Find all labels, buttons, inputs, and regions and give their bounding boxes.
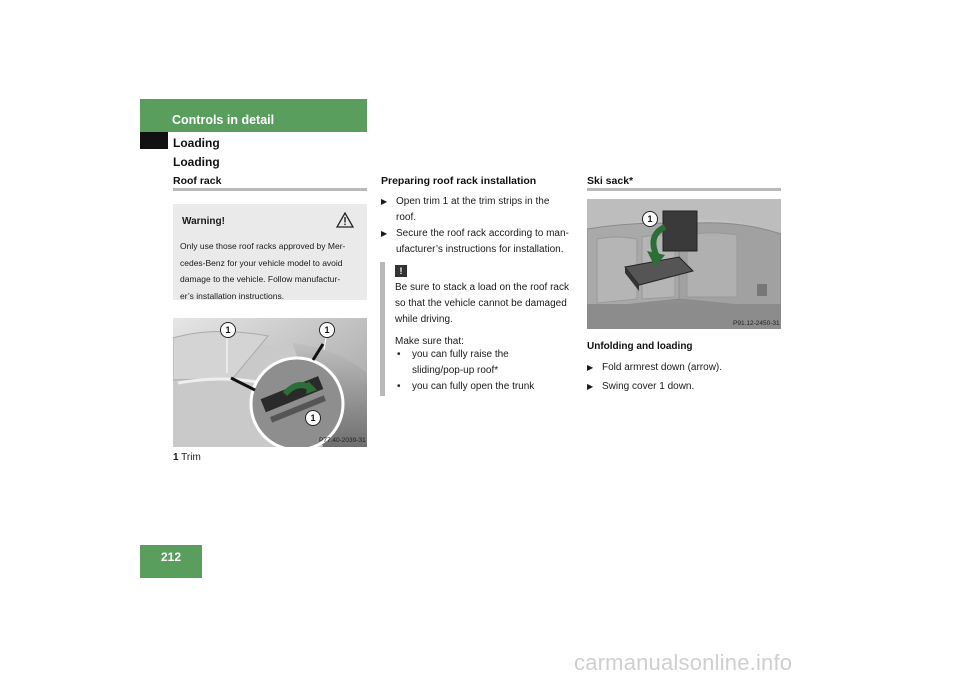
warning-title: Warning! [182,216,225,227]
page-number: 212 [160,550,182,564]
bullet-line: sliding/pop-up roof* [412,365,499,376]
subsection-title: Loading [173,136,220,150]
bullet-line: you can fully open the trunk [412,381,535,392]
note-text [395,280,580,350]
warning-triangle-icon [336,212,354,233]
warning-line: damage to the vehicle. Follow manufactur- [180,274,341,284]
callout-1-inset: 1 [305,410,321,426]
heading-rule [587,188,781,191]
roof-rack-heading: Roof rack [173,175,222,187]
arrow-bullet-icon: ▶ [587,382,594,391]
note-bar [380,262,385,396]
exclamation-icon: ! [395,265,407,277]
ski-sack-photo [587,199,781,329]
arrow-bullet-icon: ▶ [587,363,594,372]
note-line: so that the vehicle cannot be damaged [395,298,567,309]
warning-line: cedes-Benz for your vehicle model to avoid [180,257,343,268]
section-tab-marker [140,132,168,149]
callout-1-cover: 1 [642,211,658,227]
unfolding-heading: Unfolding and loading [587,341,693,352]
warning-line: Only use those roof racks approved by Mer- [180,241,346,251]
ski-sack-heading: Ski sack* [587,175,634,187]
callout-1-right: 1 [319,322,335,338]
note-line: while driving. [395,314,453,325]
preparing-heading: Preparing roof rack installation [381,175,537,187]
roof-trim-photo [173,318,367,447]
image-code: P77.40-2039-31 [319,437,366,444]
bullet-line: you can fully raise the [412,349,509,360]
bullet-dot: • [397,349,401,360]
legend-number: 1 [173,452,179,463]
legend [173,450,201,466]
make-sure-text: Make sure that: [395,336,464,347]
bullet-dot: • [397,381,401,392]
heading-rule [173,188,367,191]
image-code: P91.12-2450-31 [733,320,780,327]
warning-line: er’s installation instructions. [180,290,285,301]
step-line: roof. [396,212,417,223]
callout-1-left: 1 [220,322,236,338]
arrow-bullet-icon: ▶ [381,229,388,238]
step-line: Open trim 1 at the trim strips in the [396,196,550,207]
arrow-bullet-icon: ▶ [381,197,388,206]
step-text: Fold armrest down (arrow). [602,362,723,373]
step-line: Secure the roof rack according to man- [396,228,569,239]
step-line: ufacturer’s instructions for installation. [396,244,564,255]
warning-text [180,238,362,304]
step-text: Swing cover 1 down. [602,381,695,392]
note-line: Be sure to stack a load on the roof rack [395,282,569,293]
section-title: Controls in detail [172,113,275,127]
legend-text: Trim [181,452,201,463]
page-title: Loading [173,155,220,169]
watermark: carmanualsonline.info [574,650,793,675]
